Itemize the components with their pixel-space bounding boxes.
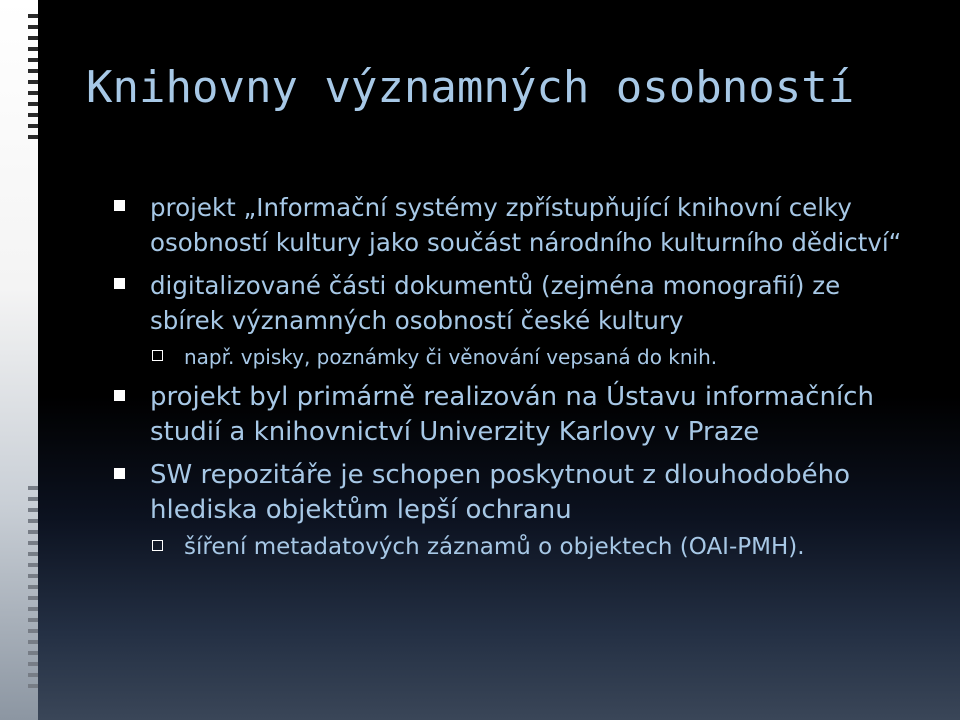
sub-list-item-text: šíření metadatových záznamů o objektech (OAI-PMH). xyxy=(184,534,805,560)
list-item xyxy=(112,190,912,260)
list-item xyxy=(112,380,912,450)
list-item xyxy=(112,268,912,338)
slide-title: Knihovny významných osobností xyxy=(86,62,855,113)
hollow-square-bullet-icon xyxy=(152,350,163,361)
sub-list-item xyxy=(112,342,912,372)
list-item-text: digitalizované části dokumentů (zejména monografií) ze sbírek významných osobností české kultury xyxy=(150,271,841,335)
bullet-list xyxy=(112,190,912,570)
square-bullet-icon xyxy=(114,468,125,479)
top-stripes xyxy=(28,14,38,146)
left-decorative-bar xyxy=(0,0,38,720)
square-bullet-icon xyxy=(114,278,125,289)
list-item xyxy=(112,458,912,528)
hollow-square-bullet-icon xyxy=(152,540,163,551)
sub-list-item-text: např. vpisky, poznámky či věnování vepsaná do knih. xyxy=(184,345,718,369)
sub-list-item xyxy=(112,532,912,562)
list-item-text: projekt byl primárně realizován na Ústavu informačních studií a knihovnictví Univerzity Karlovy v Praze xyxy=(150,382,874,447)
square-bullet-icon xyxy=(114,390,125,401)
square-bullet-icon xyxy=(114,200,125,211)
bottom-stripes xyxy=(28,486,38,695)
list-item-text: SW repozitáře je schopen poskytnout z dlouhodobého hlediska objektům lepší ochranu xyxy=(150,460,851,525)
list-item-text: projekt „Informační systémy zpřístupňující knihovní celky osobností kultury jako součást národního kulturního dědictví“ xyxy=(150,193,902,257)
